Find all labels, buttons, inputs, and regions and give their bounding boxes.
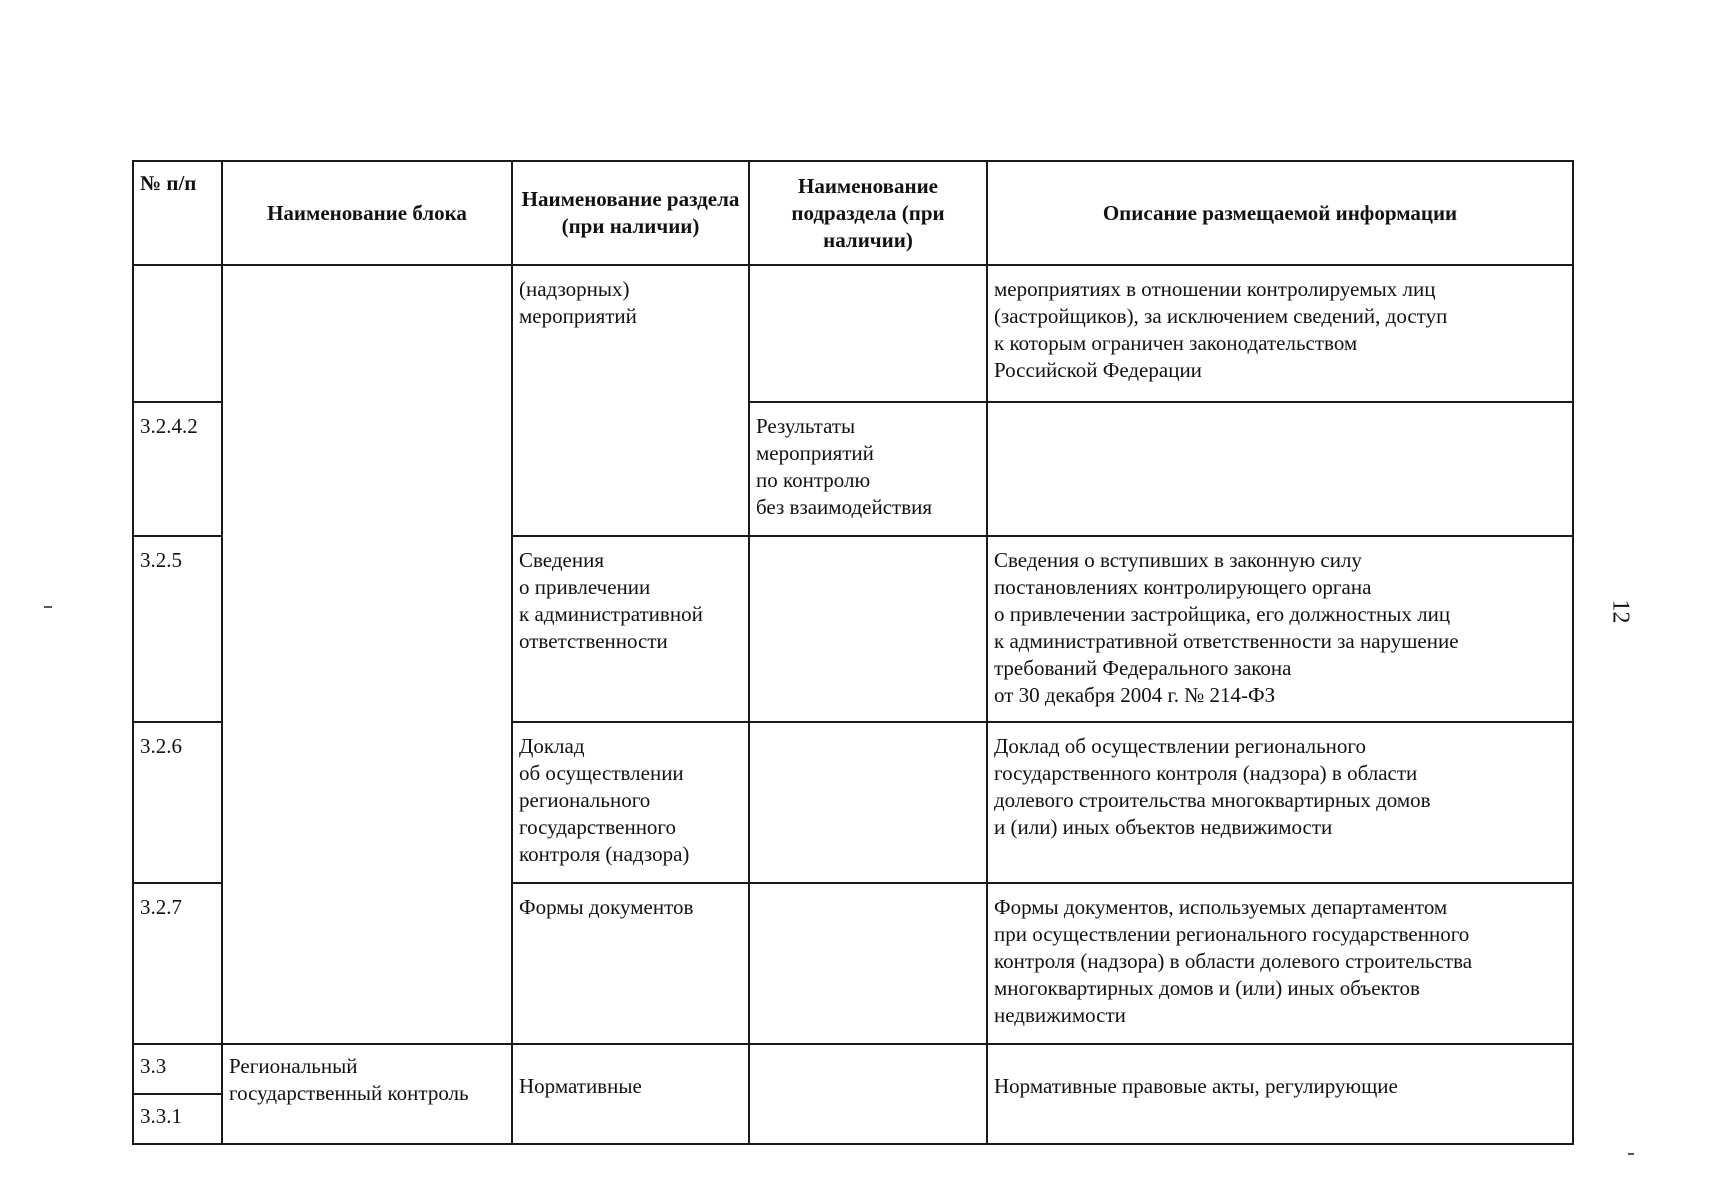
cell-description bbox=[987, 402, 1573, 536]
cell-description: Сведения о вступивших в законную силу постановлениях контролирующего органа о привлечении застройщика, его должностных лиц к административной ответственности за нарушение требований Федерального закона от 30 декабря 2004 г. № 214-ФЗ bbox=[987, 536, 1573, 722]
cell-subsection bbox=[749, 536, 987, 722]
header-section: Наименование раздела (при наличии) bbox=[512, 161, 749, 265]
cell-section: Формы документов bbox=[512, 883, 749, 1044]
header-description: Описание размещаемой информации bbox=[987, 161, 1573, 265]
cell-subsection bbox=[749, 722, 987, 883]
cell-section: Нормативные bbox=[512, 1044, 749, 1144]
header-block: Наименование блока bbox=[222, 161, 512, 265]
cell-num: 3.2.7 bbox=[133, 883, 222, 1044]
cell-section: (надзорных) мероприятий bbox=[512, 265, 749, 536]
page-number: 12 bbox=[1607, 599, 1634, 624]
cell-section: Сведения о привлечении к административной ответственности bbox=[512, 536, 749, 722]
cell-num bbox=[133, 265, 222, 402]
cell-num: 3.2.6 bbox=[133, 722, 222, 883]
cell-num: 3.2.4.2 bbox=[133, 402, 222, 536]
cell-block bbox=[222, 265, 512, 1044]
cell-description: мероприятиях в отношении контролируемых лиц (застройщиков), за исключением сведений, доступ к которым ограничен законодательством Российской Федерации bbox=[987, 265, 1573, 402]
cell-subsection bbox=[749, 265, 987, 402]
cell-description: Доклад об осуществлении регионального государственного контроля (надзора) в области долевого строительства многоквартирных домов и (или) иных объектов недвижимости bbox=[987, 722, 1573, 883]
cell-num: 3.2.5 bbox=[133, 536, 222, 722]
cell-description: Формы документов, используемых департаментом при осуществлении регионального государственного контроля (надзора) в области долевого строительства многоквартирных домов и (или) иных объектов недвижимости bbox=[987, 883, 1573, 1044]
scan-mark bbox=[1628, 1153, 1634, 1155]
cell-subsection bbox=[749, 883, 987, 1044]
scan-mark bbox=[44, 606, 52, 608]
table-row bbox=[133, 265, 1573, 402]
header-subsection: Наименование подраздела (при наличии) bbox=[749, 161, 987, 265]
cell-num: 3.3 bbox=[133, 1044, 222, 1094]
cell-num: 3.3.1 bbox=[133, 1094, 222, 1144]
header-num: № п/п bbox=[133, 161, 222, 265]
cell-subsection: Результаты мероприятий по контролю без взаимодействия bbox=[749, 402, 987, 536]
cell-subsection bbox=[749, 1044, 987, 1144]
document-table bbox=[132, 160, 1574, 1145]
cell-block: Региональный государственный контроль bbox=[222, 1044, 512, 1144]
header-row bbox=[133, 161, 1573, 265]
cell-description: Нормативные правовые акты, регулирующие bbox=[987, 1044, 1573, 1144]
cell-section: Доклад об осуществлении регионального государственного контроля (надзора) bbox=[512, 722, 749, 883]
table-row bbox=[133, 1044, 1573, 1094]
